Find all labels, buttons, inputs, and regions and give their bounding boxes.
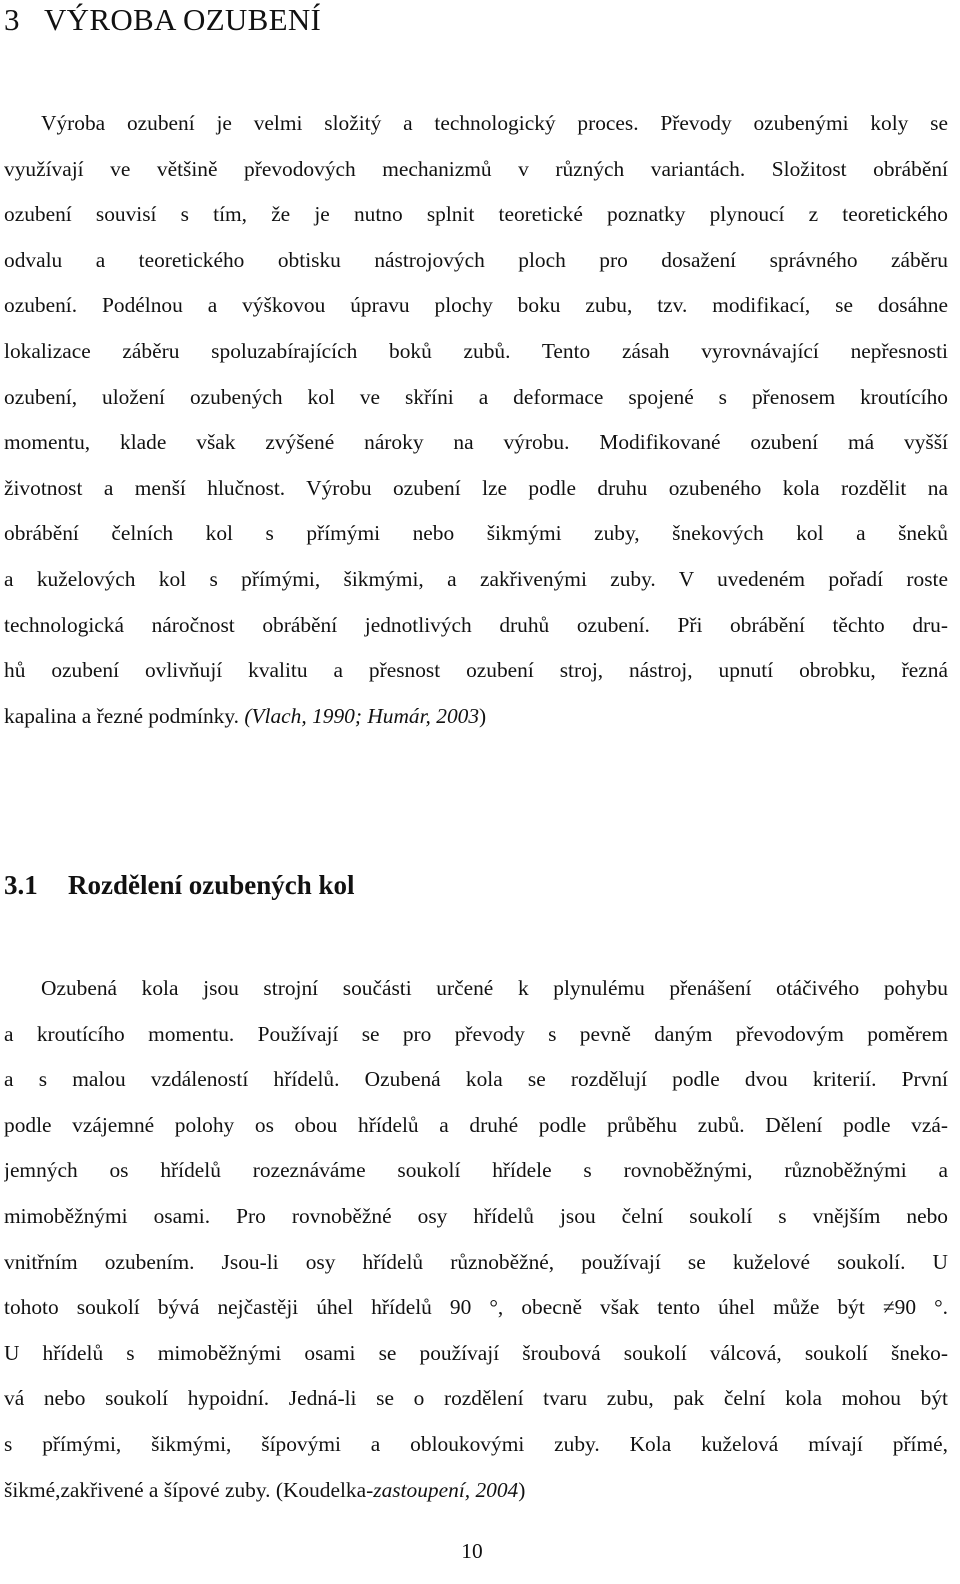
paragraph-line: podle vzájemné polohy os obou hřídelů a druhé podle průběhu zubů. Dělení podle vzá- — [4, 1112, 948, 1137]
paragraph-gear-classification — [4, 966, 948, 1513]
paragraph-line: a kuželových kol s přímými, šikmými, a zakřivenými zuby. V uvedeném pořadí roste — [4, 566, 948, 591]
paragraph-line: vnitřním ozubením. Jsou-li osy hřídelů různoběžné, používají se kuželové soukolí. U — [4, 1249, 948, 1274]
paragraph-line: jemných os hřídelů rozeznáváme soukolí hřídele s rovnoběžnými, různoběžnými a — [4, 1158, 948, 1183]
paragraph-line-last — [4, 694, 948, 740]
paragraph-line: hů ozubení ovlivňují kvalitu a přesnost ozubení stroj, nástroj, upnutí obrobku, řezná — [4, 658, 948, 683]
paragraph-line: Výroba ozubení je velmi složitý a technologický proces. Převody ozubenými koly se — [41, 111, 948, 135]
paragraph-line: Ozubená kola jsou strojní součásti určené k plynulému přenášení otáčivého pohybu — [41, 976, 948, 1000]
citation: (Vlach, 1990; Humár, 2003 — [244, 703, 480, 728]
paragraph-intro — [4, 101, 948, 739]
citation: zastoupení, 2004 — [373, 1477, 519, 1502]
paragraph-line: životnost a menší hlučnost. Výrobu ozubení lze podle druhu ozubeného kola rozdělit na — [4, 475, 948, 500]
section-heading — [4, 870, 355, 901]
paragraph-text: šikmé,zakřivené a šípové zuby. (Koudelka- — [4, 1477, 374, 1502]
paragraph-line: ozubení, uložení ozubených kol ve skříni a deformace spojené s přenosem kroutícího — [4, 384, 948, 409]
paragraph-line: ozubení souvisí s tím, že je nutno splnit teoretické poznatky plynoucí z teoretického — [4, 202, 948, 227]
paragraph-line: tohoto soukolí bývá nejčastěji úhel hřídelů 90 °, obecně však tento úhel může být ≠90 °. — [4, 1295, 948, 1320]
paragraph-line: s přímými, šikmými, šípovými a obloukovými zuby. Kola kuželová mívají přímé, — [4, 1431, 948, 1456]
paragraph-line: obrábění čelních kol s přímými nebo šikmými zuby, šnekových kol a šneků — [4, 521, 948, 546]
chapter-number: 3 — [4, 2, 20, 37]
citation-close: ) — [518, 1477, 526, 1502]
citation-close: ) — [479, 703, 487, 728]
paragraph-line: mimoběžnými osami. Pro rovnoběžné osy hřídelů jsou čelní soukolí s vnějším nebo — [4, 1203, 948, 1228]
paragraph-line: technologická náročnost obrábění jednotlivých druhů ozubení. Při obrábění těchto dru- — [4, 612, 948, 637]
paragraph-line: a s malou vzdáleností hřídelů. Ozubená kola se rozdělují podle dvou kriterií. První — [4, 1067, 948, 1092]
chapter-heading — [4, 2, 321, 38]
paragraph-text: kapalina a řezné podmínky. — [4, 703, 245, 728]
paragraph-line: lokalizace záběru spoluzabírajících boků zubů. Tento zásah vyrovnávající nepřesnosti — [4, 338, 948, 363]
paragraph-line: odvalu a teoretického obtisku nástrojových ploch pro dosažení správného záběru — [4, 247, 948, 272]
paragraph-line: ozubení. Podélnou a výškovou úpravu plochy boku zubu, tzv. modifikací, se dosáhne — [4, 293, 948, 318]
chapter-title: VÝROBA OZUBENÍ — [43, 2, 322, 37]
paragraph-line: momentu, klade však zvýšené nároky na výrobu. Modifikované ozubení má vyšší — [4, 430, 948, 455]
section-number: 3.1 — [4, 870, 38, 900]
page-number: 10 — [461, 1539, 483, 1563]
paragraph-line-last — [4, 1468, 948, 1514]
paragraph-line: U hřídelů s mimoběžnými osami se používají šroubová soukolí válcová, soukolí šneko- — [4, 1340, 948, 1365]
paragraph-line: využívají ve většině převodových mechanizmů v různých variantách. Složitost obrábění — [4, 156, 948, 181]
section-title: Rozdělení ozubených kol — [68, 870, 355, 900]
paragraph-line: a kroutícího momentu. Používají se pro převody s pevně daným převodovým poměrem — [4, 1021, 948, 1046]
paragraph-line: vá nebo soukolí hypoidní. Jedná-li se o rozdělení tvaru zubu, pak čelní kola mohou být — [4, 1386, 948, 1411]
